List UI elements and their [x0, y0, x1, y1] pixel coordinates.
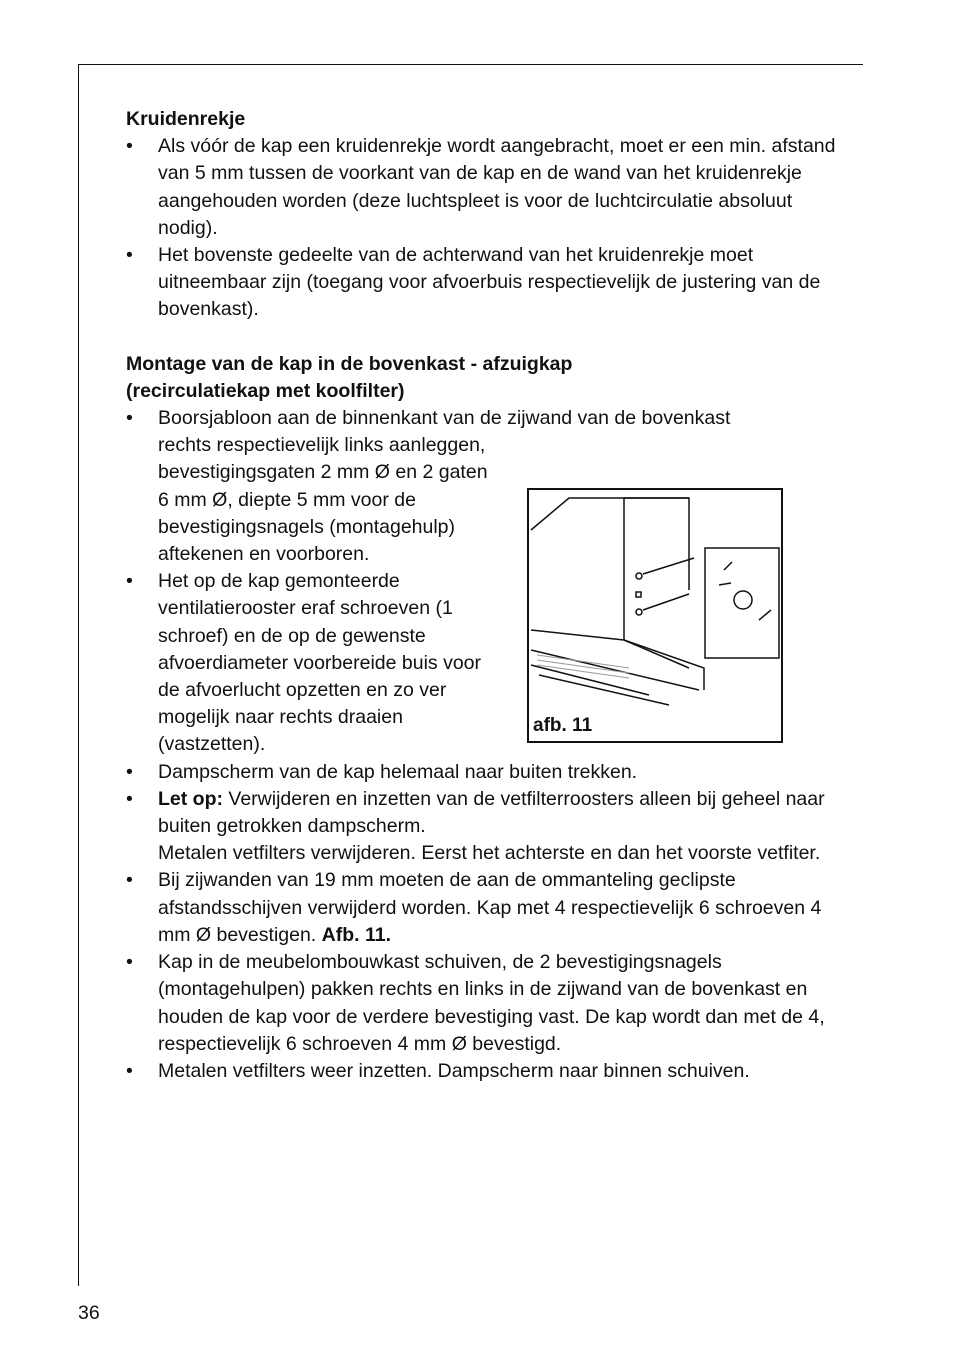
bullet: • — [126, 787, 133, 810]
bullet: • — [126, 760, 133, 783]
bullet: • — [126, 951, 133, 974]
bullet: • — [126, 1059, 133, 1082]
list-item: • Boorsjabloon aan de binnenkant van de zijwand van de bovenkast rechts respectievelijk links aanleggen, bevestigingsgaten 2 mm Ø en 2 gaten 6 mm Ø, diepte 5 mm voor de bevestigingsnagels (montagehulp) aftekenen en voorboren. — [126, 407, 731, 566]
section-heading-kruidenrekje: Kruidenrekje — [126, 108, 246, 130]
bullet: • — [126, 407, 133, 430]
section-heading-montage: Montage van de kap in de bovenkast - afzuigkap (recirculatiekap met koolfilter) — [126, 352, 573, 402]
page-number: 36 — [78, 1302, 100, 1324]
hood-mounting-illustration — [529, 490, 781, 741]
page-frame-left — [78, 64, 79, 1286]
bullet: • — [126, 244, 133, 267]
page-frame-top — [78, 64, 863, 65]
bullet: • — [126, 135, 133, 158]
kruidenrekje-list — [126, 133, 846, 323]
list-item: • Metalen vetfilters weer inzetten. Dampscherm naar binnen schuiven. — [126, 1058, 846, 1085]
bullet: • — [126, 869, 133, 892]
list-item: • Als vóór de kap een kruidenrekje wordt aangebracht, moet er een min. afstand van 5 mm tussen de voorkant van de kap en de wand van het kruidenrekje aangehouden worden (deze luchtspleet is voor de luchtcirculatie absoluut nodig). — [126, 135, 836, 239]
figure-caption: afb. 11 — [533, 715, 593, 736]
list-item: • Dampscherm van de kap helemaal naar buiten trekken. — [126, 759, 846, 786]
list-item: • Het bovenste gedeelte van de achterwand van het kruidenrekje moet uitneembaar zijn (toegang voor afvoerbuis respectievelijk de justering van de bovenkast). — [126, 244, 821, 321]
bullet: • — [126, 570, 133, 593]
list-item: • Kap in de meubelombouwkast schuiven, de 2 bevestigingsnagels (montagehulpen) pakken rechts en links in de zijwand van de bovenkast en houden de kap voor de verdere bevestiging vast. De kap wordt dan met de 4, respectievelijk 6 schroeven 4 mm Ø bevestigd. — [126, 951, 825, 1055]
list-item: • Bij zijwanden van 19 mm moeten de aan de ommanteling geclipste afstandsschijven verwijderd worden. Kap met 4 respectievelijk 6 schroeven 4 mm Ø bevestigen. Afb. 11. — [126, 869, 822, 946]
list-item: • Het op de kap gemonteerde ventilatierooster eraf schroeven (1 schroef) en de op de gewenste afvoerdiameter voorbereide buis voor de afvoerlucht opzetten en zo ver mogelijk naar rechts draaien (vastzetten). — [126, 570, 482, 756]
figure-11 — [527, 488, 783, 743]
list-item: • Let op: Verwijderen en inzetten van de vetfilterroosters alleen bij geheel naar buiten getrokken dampscherm. Metalen vetfilters verwijderen. Eerst het achterste en dan het voorste vetfiter. — [126, 787, 825, 865]
